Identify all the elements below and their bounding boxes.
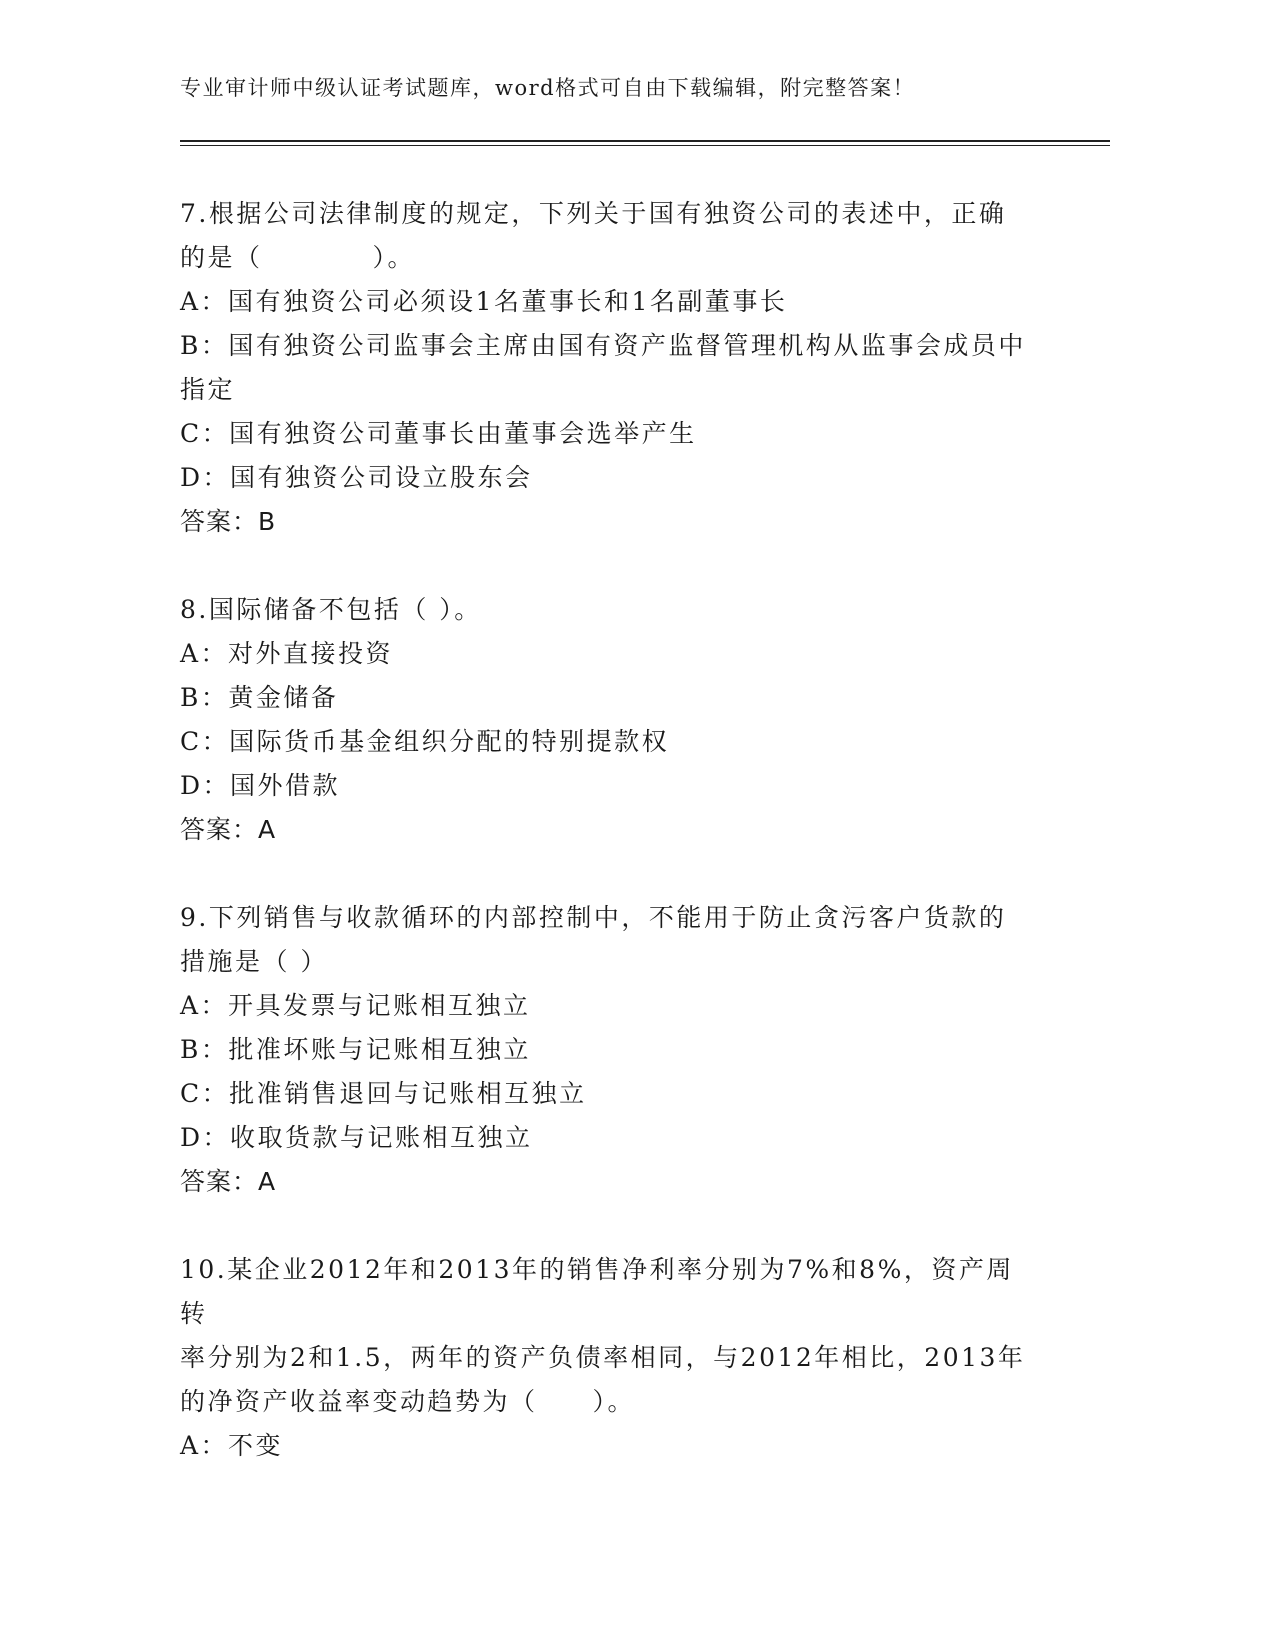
question-7 bbox=[180, 192, 1040, 544]
answer-line: 答案：B bbox=[180, 507, 277, 536]
option-c: C：国有独资公司董事长由董事会选举产生 bbox=[180, 419, 697, 448]
option-c: C：国际货币基金组织分配的特别提款权 bbox=[180, 727, 670, 756]
question-stem-line: 的是（ ）。 bbox=[180, 243, 416, 272]
question-stem-line: 7.根据公司法律制度的规定，下列关于国有独资公司的表述中，正确 bbox=[180, 199, 1007, 228]
question-stem-line: 措施是（ ） bbox=[180, 947, 328, 976]
option-b: B：国有独资公司监事会主席由国有资产监督管理机构从监事会成员中 bbox=[180, 331, 1026, 360]
question-list bbox=[180, 192, 1040, 1512]
header-divider bbox=[180, 140, 1110, 142]
question-10 bbox=[180, 1248, 1040, 1468]
question-stem-line: 的净资产收益率变动趋势为（ ）。 bbox=[180, 1387, 636, 1416]
question-stem-line: 10.某企业2012年和2013年的销售净利率分别为7%和8%，资产周转 bbox=[180, 1255, 1014, 1328]
question-8 bbox=[180, 588, 1040, 852]
option-b: B：黄金储备 bbox=[180, 683, 339, 712]
option-d: D：国外借款 bbox=[180, 771, 341, 800]
option-a: A：开具发票与记账相互独立 bbox=[180, 991, 531, 1020]
option-a: A：国有独资公司必须设1名董事长和1名副董事长 bbox=[180, 287, 788, 316]
question-stem-line: 9.下列销售与收款循环的内部控制中，不能用于防止贪污客户货款的 bbox=[180, 903, 1007, 932]
question-stem-line: 8.国际储备不包括（ ）。 bbox=[180, 595, 482, 624]
option-d: D：国有独资公司设立股东会 bbox=[180, 463, 533, 492]
page-header: 专业审计师中级认证考试题库，word格式可自由下载编辑，附完整答案！ bbox=[180, 76, 916, 100]
option-d: D：收取货款与记账相互独立 bbox=[180, 1123, 533, 1152]
answer-line: 答案：A bbox=[180, 815, 277, 844]
option-b-continued: 指定 bbox=[180, 375, 236, 404]
option-a: A：对外直接投资 bbox=[180, 639, 394, 668]
option-b: B：批准坏账与记账相互独立 bbox=[180, 1035, 531, 1064]
option-c: C：批准销售退回与记账相互独立 bbox=[180, 1079, 587, 1108]
question-9 bbox=[180, 896, 1040, 1204]
question-stem-line: 率分别为2和1.5，两年的资产负债率相同，与2012年相比，2013年 bbox=[180, 1343, 1026, 1372]
option-a: A：不变 bbox=[180, 1431, 284, 1460]
answer-line: 答案：A bbox=[180, 1167, 277, 1196]
